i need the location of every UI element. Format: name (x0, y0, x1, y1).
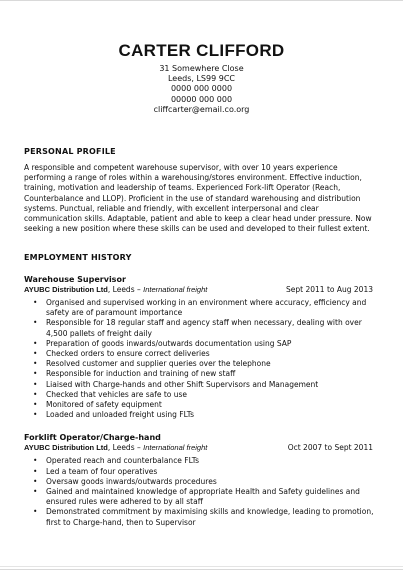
resume-header (0, 41, 403, 115)
page-bottom-rule (0, 566, 403, 567)
job-sector: International freight (143, 443, 208, 453)
job-entry (24, 275, 379, 420)
job-dates: Oct 2007 to Sept 2011 (287, 443, 373, 453)
phone-line-2: 00000 000 000 (170, 94, 233, 104)
job-company-line (24, 285, 379, 295)
job-location: , Leeds – (107, 285, 144, 294)
address-line-street: 31 Somewhere Close (159, 64, 244, 73)
duty-item: • Responsible for 18 regular staff and agency staff when necessary, dealing with over 4,500 pallets of freight daily (24, 318, 379, 338)
employment-history-title: EMPLOYMENT HISTORY (24, 253, 132, 262)
candidate-name: CARTER CLIFFORD (118, 41, 285, 60)
job-entry (24, 433, 379, 527)
address-line-city: Leeds, LS99 9CC (167, 74, 235, 84)
job-role: Forklift Operator/Charge-hand (24, 433, 161, 443)
duty-item: • Liaised with Charge-hands and other Shift Supervisors and Management (24, 380, 379, 390)
job-duties-list (24, 298, 379, 420)
job-dates: Sept 2011 to Aug 2013 (286, 285, 373, 294)
personal-profile-text: A responsible and competent warehouse supervisor, with over 10 years experience performing a range of roles within a warehousing/stores environment. Effective induction, training, motivation and leadership of teams. Experienced Fork-lift Operator (Reach, Counterbalance and LLOP). Proficient in the use of standard warehousing and distribution systems. Punctual, reliable and friendly, with excellent interpersonal and clear communication skills. Adaptable, patient and able to keep a clear head under pressure. Now seeking a new position where these skills can be used and developed to their fullest extent. (24, 163, 372, 234)
duty-item: • Led a team of four operatives (24, 467, 379, 477)
job-company-line (24, 443, 379, 453)
job-role: Warehouse Supervisor (24, 275, 126, 284)
employment-history-section (24, 253, 379, 528)
job-company: AYUBC Distribution Ltd (24, 443, 108, 453)
duty-item: • Oversaw goods inwards/outwards procedures (24, 477, 379, 487)
duty-item: • Gained and maintained knowledge of appropriate Health and Safety guidelines and ensured rules were adhered to by all staff (24, 487, 379, 507)
email-address[interactable]: cliffcarter@email.co.org (153, 104, 250, 114)
duty-item: • Monitored of safety equipment (24, 400, 379, 410)
duty-item: • Responsible for induction and training of new staff (24, 369, 379, 379)
job-duties-list (24, 456, 379, 527)
duty-item: • Resolved customer and supplier queries over the telephone (24, 359, 379, 369)
duty-item: • Checked that vehicles are safe to use (24, 390, 379, 400)
job-company: AYUBC Distribution Ltd (24, 285, 108, 294)
job-sector: International freight (143, 285, 208, 294)
duty-item: • Demonstrated commitment by maximising skills and knowledge, leading to promotion, first to Charge-hand, then to Supervisor (24, 507, 379, 527)
personal-profile-section (24, 147, 379, 234)
duty-item: • Organised and supervised working in an environment where accuracy, efficiency and safety are of paramount importance (24, 298, 379, 318)
duty-item: • Loaded and unloaded freight using FLTs (24, 410, 379, 420)
personal-profile-title: PERSONAL PROFILE (24, 147, 116, 156)
phone-line-1: 0000 000 0000 (170, 84, 233, 94)
duty-item: • Operated reach and counterbalance FLTs (24, 456, 379, 466)
duty-item: • Preparation of goods inwards/outwards documentation using SAP (24, 339, 379, 349)
duty-item: • Checked orders to ensure correct deliveries (24, 349, 379, 359)
job-location: , Leeds – (107, 443, 144, 453)
